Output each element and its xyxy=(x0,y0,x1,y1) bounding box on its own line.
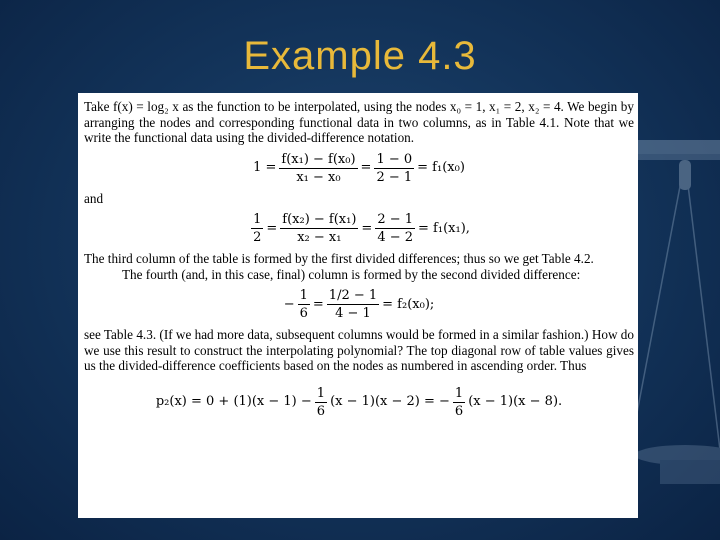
eq4-part-b: (x − 1)(x − 2) = − xyxy=(330,394,450,410)
eq4-fraction-2 xyxy=(453,386,465,419)
paragraph-third-column: The third column of the table is formed by the first divided differences; thus so we get Table 4.2. xyxy=(84,251,594,266)
paragraph-fourth-column: The fourth (and, in this case, final) column is formed by the second divided difference: xyxy=(122,266,581,282)
eq2-frac1-denominator: x₂ − x₁ xyxy=(297,230,342,245)
eq2-fraction-definition xyxy=(280,212,358,245)
eq2-frac2-denominator: 4 − 2 xyxy=(377,230,414,245)
paragraph-intro: Take f(x) = log₂ x as the function to be interpolated, using the nodes x₀ = 1, x₁ = 2, x₂ = 4. We begin by arranging the nodes and corresponding functional data in two columns, as in Table 4.1. Note that we write the functional data using the divided-difference notation. xyxy=(84,99,634,145)
eq1-frac1-numerator: f(x₁) − f(x₀) xyxy=(281,151,356,167)
eq1-rhs: = f₁(x₀) xyxy=(417,160,465,176)
eq1-fraction-values xyxy=(374,152,414,185)
eq1-frac2-denominator: 2 − 1 xyxy=(376,169,413,185)
equation-interpolating-polynomial xyxy=(84,386,634,419)
eq2-frac2-numerator: 2 − 1 xyxy=(377,212,414,227)
eq3-minus: − xyxy=(283,296,295,312)
eq2-rhs: = f₁(x₁), xyxy=(418,220,470,236)
eq4-frac1-numerator: 1 xyxy=(316,385,326,401)
eq1-frac2-numerator: 1 − 0 xyxy=(376,151,413,167)
eq1-frac1-denominator: x₁ − x₀ xyxy=(296,169,341,185)
equation-first-divided-difference-2 xyxy=(84,212,634,245)
eq2-mid: = xyxy=(361,220,373,236)
eq4-frac2-denominator: 6 xyxy=(454,403,464,419)
eq4-part-c: (x − 1)(x − 8). xyxy=(468,394,563,410)
eq2-fraction-values xyxy=(375,212,415,245)
eq3-lhs-fraction xyxy=(298,288,310,321)
eq1-lhs: 1 = xyxy=(253,160,277,176)
eq4-frac1-denominator: 6 xyxy=(316,403,326,419)
eq1-fraction-definition xyxy=(279,152,357,185)
eq3-rhs: = f₂(x₀); xyxy=(382,296,435,312)
eq3-frac-denominator: 4 − 1 xyxy=(335,306,371,321)
eq4-part-a: p₂(x) = 0 + (1)(x − 1) − xyxy=(155,394,312,410)
equation-first-divided-difference-1 xyxy=(84,152,634,185)
eq3-equals: = xyxy=(312,296,324,312)
eq4-frac2-numerator: 1 xyxy=(454,385,464,401)
slide-title: Example 4.3 xyxy=(243,34,477,78)
eq2-lhs-fraction xyxy=(251,212,263,245)
paragraph-construct-polynomial: see Table 4.3. (If we had more data, subsequent columns would be formed in a similar fashion.) How do we use this result to construct the interpolating polynomial? The top diagonal row of table values gives us the divided-difference coefficients based on the nodes as numbered in ascending order. Thus xyxy=(84,327,634,373)
textbook-excerpt xyxy=(78,93,638,518)
eq3-lhs-denominator: 6 xyxy=(299,306,308,321)
connector-and: and xyxy=(84,190,104,206)
eq3-lhs-numerator: 1 xyxy=(299,288,308,303)
eq3-frac-numerator: 1/2 − 1 xyxy=(328,288,378,303)
eq2-equals: = xyxy=(266,220,278,236)
eq3-fraction-values xyxy=(327,288,379,321)
eq1-mid: = xyxy=(360,160,372,176)
eq2-lhs-denominator: 2 xyxy=(253,230,262,245)
eq2-frac1-numerator: f(x₂) − f(x₁) xyxy=(282,212,357,227)
equation-second-divided-difference xyxy=(84,288,634,321)
eq2-lhs-numerator: 1 xyxy=(253,212,262,227)
eq4-fraction-1 xyxy=(315,386,327,419)
